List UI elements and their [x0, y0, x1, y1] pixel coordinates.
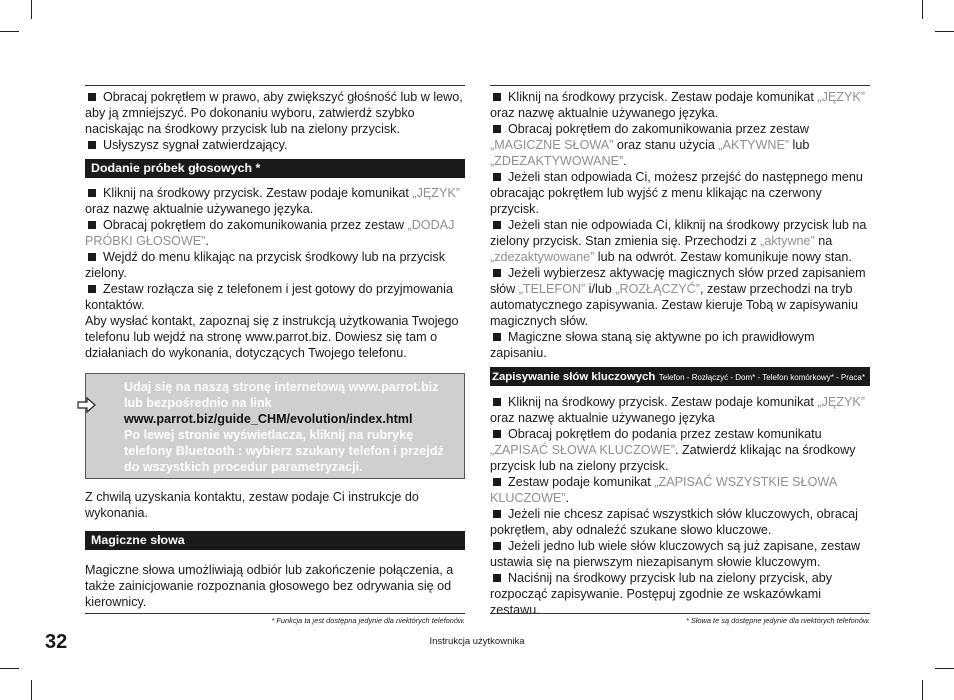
text-span: Jeżeli stan odpowiada Ci, możesz przejść do następnego menu obracając pokrętłem lub wyjść z menu klikając na czerwony przycisk.: [490, 170, 863, 216]
bullet-square-icon: [493, 173, 501, 181]
bullet-item: [490, 89, 870, 121]
menu-term: „JĘZYK”: [412, 186, 460, 200]
top-rule: [490, 85, 870, 86]
crop-mark: [0, 31, 19, 32]
menu-term: „TELEFON”: [518, 282, 586, 296]
right-intro: [490, 89, 870, 361]
crop-mark: [31, 0, 32, 19]
text-span: lub: [789, 138, 810, 152]
section-title-voice-samples: Dodanie próbek głosowych *: [85, 159, 465, 178]
bullet-square-icon: [88, 221, 96, 229]
crop-mark: [0, 668, 19, 669]
info-box-text: Udaj się na naszą stronę internetową www.parrot.biz lub bezpośrednio na link: [124, 380, 439, 410]
text-span: .: [205, 234, 209, 248]
bullet-item: [85, 217, 465, 249]
paragraph: [85, 313, 465, 361]
bullet-item: [490, 394, 870, 426]
bullet-square-icon: [493, 125, 501, 133]
bullet-square-icon: [493, 510, 501, 518]
right-section: [490, 394, 870, 618]
text-span: lub na odwrót. Zestaw komunikuje nowy stan.: [594, 250, 852, 264]
text-span: na: [814, 234, 833, 248]
right-footnote-block: [490, 613, 870, 626]
text-span: Jeżeli jedno lub wiele słów kluczowych są już zapisane, zestaw ustawia się na pierwszym niezapisanym słowie kluczowym.: [490, 539, 861, 569]
crop-mark: [922, 0, 923, 19]
bullet-item: [490, 265, 870, 329]
menu-term: „JĘZYK”: [817, 90, 865, 104]
bullet-square-icon: [493, 574, 501, 582]
text-span: Jeżeli nie chcesz zapisać wszystkich słów kluczowych, obracaj pokrętłem, aby odnaleźć szukane słowo kluczowe.: [490, 507, 858, 537]
page-number: 32: [45, 631, 68, 653]
menu-term: „JĘZYK”: [817, 395, 865, 409]
text-span: Wejdź do menu klikając na przycisk środkowy lub na przycisk zielony.: [85, 250, 446, 280]
left-footnote: * Funkcja ta jest dostępna jedynie dla niektórych telefonów.: [271, 616, 465, 625]
menu-term: „MAGICZNE SŁOWA”: [490, 138, 614, 152]
bullet-item: [490, 538, 870, 570]
text-span: Magiczne słowa staną się aktywne po ich prawidłowym zapisaniu.: [490, 330, 815, 360]
bullet-square-icon: [88, 189, 96, 197]
bullet-square-icon: [88, 253, 96, 261]
arrow-right-icon: [77, 396, 97, 414]
bullet-square-icon: [493, 221, 501, 229]
crop-mark: [935, 668, 954, 669]
bullet-item: [490, 121, 870, 169]
crop-mark: [922, 680, 923, 700]
text-span: Obracaj pokrętłem do zakomunikowania przez zestaw: [103, 218, 408, 232]
footnote-rule: [85, 613, 465, 614]
text-span: Kliknij na środkowy przycisk. Zestaw podaje komunikat: [508, 90, 818, 104]
bullet-item: [490, 169, 870, 217]
bullet-item: [490, 329, 870, 361]
section-title-keywords-sub: Telefon - Rozłączyć - Dom* - Telefon komórkowy* - Praca*: [658, 373, 865, 382]
text-span: Obracaj pokrętłem do podania przez zestaw komunikatu: [508, 427, 822, 441]
menu-term: „aktywne”: [760, 234, 815, 248]
bullet-item: [85, 185, 465, 217]
menu-term: „ZAPISAĆ WSZYSTKIE SŁOWA KLUCZOWE”: [490, 475, 837, 505]
text-span: oraz nazwę aktualnie używanego języka.: [490, 106, 719, 120]
bullet-item: [85, 281, 465, 313]
text-span: Kliknij na środkowy przycisk. Zestaw podaje komunikat: [103, 186, 413, 200]
after-box-text: Z chwilą uzyskania kontaktu, zestaw podaje Ci instrukcje do wykonania.: [85, 490, 419, 520]
text-span: Zestaw podaje komunikat: [508, 475, 655, 489]
left-footnote-block: [85, 613, 465, 626]
top-rule: [85, 85, 465, 86]
menu-term: „ZDEZAKTYWOWANE”: [490, 154, 624, 168]
bullet-square-icon: [493, 542, 501, 550]
bullet-square-icon: [493, 398, 501, 406]
bullet-item: [85, 249, 465, 281]
section-title-keywords: [490, 367, 870, 386]
guide-link[interactable]: www.parrot.biz/guide_CHM/evolution/index.html: [124, 412, 413, 426]
text-span: Aby wysłać kontakt, zapoznaj się z instrukcją użytkowania Twojego telefonu lub wejdź na stronę www.parrot.biz. Dowiesz się tam o działaniach do wykonania, dotyczących Twojego telefonu.: [85, 314, 459, 360]
text-span: Obracaj pokrętłem do zakomunikowania przez zestaw: [508, 122, 809, 136]
text-span: Usłyszysz sygnał zatwierdzający.: [103, 138, 288, 152]
menu-term: „ZAPISAĆ SŁOWA KLUCZOWE”: [490, 443, 675, 457]
bullet-item: [85, 137, 465, 153]
bullet-item: [490, 426, 870, 474]
info-box: [85, 373, 465, 479]
text-span: . Zatwierdź klikając na środkowy przycisk lub na zielony przycisk.: [490, 443, 856, 473]
bullet-item: [490, 217, 870, 265]
bullet-square-icon: [493, 93, 501, 101]
bullet-item: [490, 474, 870, 506]
left-intro: [85, 89, 465, 153]
bullet-item: [490, 570, 870, 618]
bullet-item: [85, 89, 465, 137]
text-span: oraz nazwę aktualnie używanego języka: [490, 411, 715, 425]
magic-words-description: Magiczne słowa umożliwiają odbiór lub zakończenie połączenia, a także zainicjowanie rozpoznania głosowego bez odrywania się od kierownicy.: [85, 563, 454, 609]
crop-mark: [31, 680, 32, 700]
right-column: [490, 85, 870, 618]
bullet-square-icon: [88, 141, 96, 149]
text-span: Kliknij na środkowy przycisk. Zestaw podaje komunikat: [508, 395, 818, 409]
text-span: oraz stanu użycia: [613, 138, 719, 152]
menu-term: „AKTYWNE”: [718, 138, 790, 152]
right-footnote: * Słowa te są dostępne jedynie dla niektórych telefonów.: [685, 616, 870, 625]
bullet-square-icon: [493, 333, 501, 341]
info-box-text-2: Po lewej stronie wyświetlacza, kliknij na rubrykę telefony Bluetooth : wybierz szukany telefon i przejdź do wszystkich procedur parametryzacji.: [124, 428, 444, 474]
text-span: .: [623, 154, 627, 168]
section-title-keywords-main: Zapisywanie słów kluczowych: [492, 371, 656, 383]
text-span: Naciśnij na środkowy przycisk lub na zielony przycisk, aby rozpocząć zapisywanie. Postępuj zgodnie ze wskazówkami zestawu.: [490, 571, 833, 617]
section-title-magic-words: Magiczne słowa: [85, 531, 465, 550]
footer-title: Instrukcja użytkownika: [429, 636, 525, 647]
text-span: .: [565, 491, 570, 505]
bullet-square-icon: [493, 478, 501, 486]
text-span: oraz nazwę aktualnie używanego języka.: [85, 202, 314, 216]
footnote-rule: [490, 613, 870, 614]
text-span: Zestaw rozłącza się z telefonem i jest gotowy do przyjmowania kontaktów.: [85, 282, 453, 312]
left-section1: [85, 185, 465, 361]
text-span: i/lub: [585, 282, 616, 296]
text-span: Jeżeli wybierzesz aktywację magicznych słów przed zapisaniem słów: [490, 266, 866, 296]
bullet-square-icon: [493, 430, 501, 438]
bullet-item: [490, 506, 870, 538]
left-column: [85, 85, 465, 610]
text-span: Obracaj pokrętłem w prawo, aby zwiększyć głośność lub w lewo, aby ją zmniejszyć. Po dokonaniu wyboru, zatwierdź szybko naciskając na środkowy przycisk lub na zielony przycisk.: [85, 90, 463, 136]
bullet-square-icon: [493, 269, 501, 277]
text-span: , zestaw przechodzi na tryb automatycznego zapisywania. Zestaw kieruje Tobą w zapisywaniu magicznych słów.: [490, 282, 858, 328]
text-span: Jeżeli stan nie odpowiada Ci, kliknij na środkowy przycisk lub na zielony przycisk. Stan zmienia się. Przechodzi z: [490, 218, 867, 248]
bullet-square-icon: [88, 93, 96, 101]
menu-term: „DODAJ PRÓBKI GŁOSOWE”: [85, 218, 455, 248]
bullet-square-icon: [88, 285, 96, 293]
menu-term: „zdezaktywowane”: [490, 250, 595, 264]
menu-term: „ROZŁĄCZYĆ”: [615, 282, 700, 296]
crop-mark: [935, 31, 954, 32]
